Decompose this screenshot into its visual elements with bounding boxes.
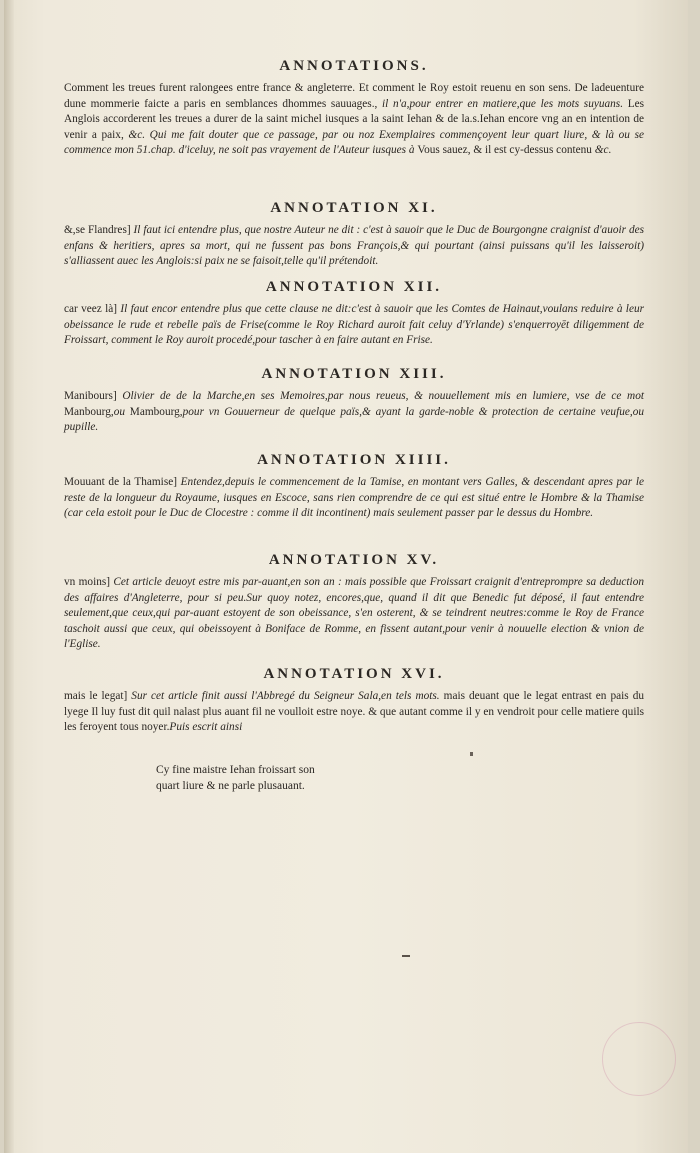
- italic-text-run: Olivier de de la Marche,en ses Memoires,par nous reueus, & nouuellement mis en lumiere, vse de ce mot: [122, 390, 644, 402]
- annotation-heading: ANNOTATION XI.: [270, 200, 438, 216]
- roman-text-run: Mambourg,: [129, 405, 183, 418]
- annotation-section: [64, 58, 644, 159]
- annotation-text: [64, 689, 644, 736]
- italic-text-run: Sur cet article finit aussi l'Abbregé du Seigneur Sala,en tels mots.: [131, 690, 444, 702]
- annotation-section: [64, 200, 644, 270]
- italic-text-run: Cet article deuoyt estre mis par-auant,en son an : mais possible que Froissart craignit d'entreprompre sa deduction des affaires d'Angleterre, pour si peu.Sur quoy notez, encores,que, quand il dit que Benedic fut déposé, il faut entendre seulement,que ceux,qui par-auant estoyent de son obeissance, s'en osterent, & se teindrent neutres:comme le Roy de France taschoit aussi que ceux, qui obeissoyent à Boniface de Romme, en fissent autant,pour venir à nouuelle election & vnion de l'Eglise.: [64, 576, 644, 651]
- italic-text-run: &c. Qui me fait douter que ce passage, par ou noz Exemplaires commençoyent leur quart liure, & là ou se commence mon 51.chap. d'iceluy, ne soit pas vrayement de l'Auteur iusques à: [64, 128, 644, 157]
- annotation-text: [64, 389, 644, 436]
- roman-text-run: Vous sauez, & il est cy-dessus contenu: [417, 144, 595, 157]
- page-spine-shadow: [4, 0, 14, 1153]
- annotation-heading: ANNOTATIONS.: [279, 58, 429, 74]
- book-page: [4, 0, 688, 1153]
- colophon: [156, 762, 315, 794]
- annotation-text: [64, 223, 644, 270]
- annotation-section: [64, 666, 644, 736]
- italic-text-run: Puis escrit ainsi: [169, 721, 243, 734]
- roman-text-run: Mouuant de la Thamise]: [64, 476, 181, 488]
- annotation-text: [64, 475, 644, 522]
- roman-text-run: mais deuant que le legat entrast en pais du lyege Il luy fust dit quil nalast plus auant fil ne voulloit estre noye. & que autant comme il y en vendroit pour celle matiere quils les feroyent tous noyer.: [64, 690, 644, 734]
- annotation-heading: ANNOTATION XVI.: [263, 666, 445, 682]
- italic-text-run: ou: [113, 405, 130, 418]
- annotation-heading: ANNOTATION XIIII.: [257, 452, 451, 468]
- annotation-text: [64, 81, 644, 159]
- roman-text-run: Manibours]: [64, 390, 123, 402]
- italic-text-run: pour vn Gouuerneur de quelque païs,& ayant la garde-noble & protection de certaine veufue,ou pupille.: [64, 405, 644, 434]
- colophon-line-1: Cy fine maistre Iehan froissart son: [156, 764, 315, 776]
- italic-text-run: &c.: [594, 144, 612, 157]
- italic-text-run: Il faut ici entendre plus, que nostre Auteur ne dit : c'est à sauoir que le Duc de Bourgongne craignist d'auoir des enfans & heritiers, apres sa mort, qui ne fussent pas bons François,& qui pourtant (ainsi puissans qu'il les laisseroit) s'alliassent auec les Anglois:si paix ne se faisoit,telle qu'il prétendoit.: [64, 224, 644, 268]
- italic-text-run: Il faut encor entendre plus que cette clause ne dit:c'est à sauoir que les Comtes de Hainaut,voulans reduire à leur obeissance le rude et rebelle païs de Frise(comme le Roy Richard auroit fait celuy d'Yrlande) s'enquerroyēt diligemment de Froissart, comment le Roy auroit procedé,pour tascher à en faire autant en Frise.: [64, 303, 645, 347]
- roman-text-run: mais le legat]: [64, 690, 132, 702]
- annotation-section: [64, 279, 644, 349]
- ink-dash: [402, 955, 410, 957]
- roman-text-run: Manbourg,: [64, 405, 114, 418]
- library-stamp: [602, 1022, 676, 1096]
- roman-text-run: car veez là]: [64, 303, 121, 315]
- italic-text-run: il n'a,pour entrer en matiere,que les mots suyuans.: [382, 97, 628, 110]
- annotation-section: [64, 552, 644, 653]
- annotation-heading: ANNOTATION XV.: [268, 552, 440, 568]
- annotation-heading: ANNOTATION XIII.: [261, 366, 447, 382]
- ink-mark: [470, 752, 473, 756]
- roman-text-run: &,se Flandres]: [64, 224, 134, 236]
- colophon-line-2: quart liure & ne parle plusauant.: [156, 780, 305, 792]
- annotation-text: [64, 575, 644, 653]
- italic-text-run: Entendez,depuis le commencement de la Tamise, en montant vers Galles, & descendant apres par le reste de la longueur du Royaume, iusques en Escoce, sans rien comprendre de ce qui est situé entre le Hombre & la Thamise (car cela estoit pour le Duc de Clocestre : comme il dit incontinent) mais seulement passer par le dessus du Hombre.: [64, 476, 644, 520]
- roman-text-run: Les Anglois accorderent les treues a durer de la saint michel iusques a la saint Iehan & de la.s.Iehan encore vng an en intention de venir a paix,: [64, 97, 644, 141]
- annotation-heading: ANNOTATION XII.: [265, 279, 443, 295]
- roman-text-run: Comment les treues furent ralongees entre france & angleterre. Et comment le Roy estoit reuenu en son sens. De ladeuenture dune mommerie faicte a paris en semblances dhommes sauuages.,: [64, 82, 644, 110]
- annotation-text: [64, 302, 644, 349]
- annotation-section: [64, 452, 644, 522]
- annotation-section: [64, 366, 644, 436]
- roman-text-run: vn moins]: [64, 576, 114, 588]
